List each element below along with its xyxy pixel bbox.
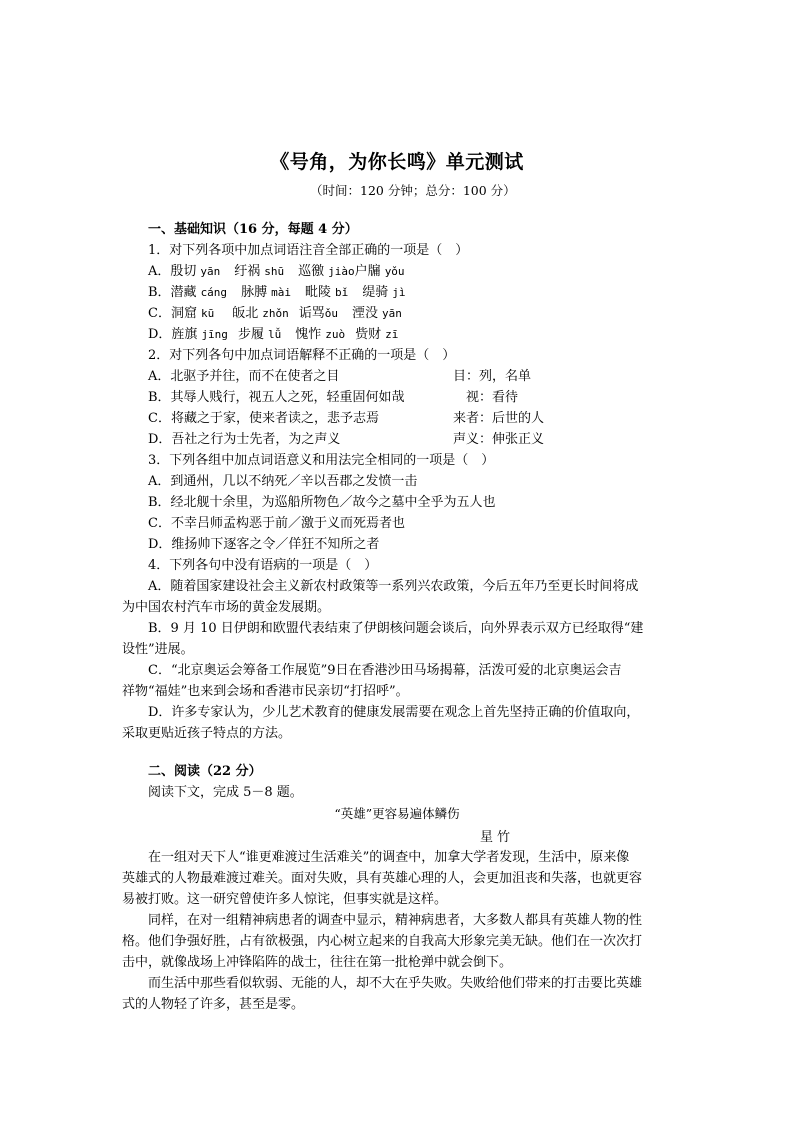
q2-option-a-note: 目：列，名单 bbox=[453, 369, 532, 384]
paragraph-3-line2: 式的人物轻了许多，甚至是零。 bbox=[122, 997, 305, 1012]
q2-stem: 2．对下列各句中加点词语解释不正确的一项是（ ） bbox=[148, 348, 456, 363]
q4-stem: 4．下列各句中没有语病的一项是（ ） bbox=[148, 558, 378, 573]
q2-option-c-note: 来者：后世的人 bbox=[453, 411, 545, 426]
q1-option-c: C．洞窟 kū 皈北 zhǒn 诟骂ǒu 湮没 yān bbox=[148, 306, 402, 321]
q2-option-d: D．吾社之行为士先者，为之声义 bbox=[148, 432, 341, 447]
paragraph-1-line2: 英雄式的人物最难渡过难关。面对失败，具有英雄心理的人，会更加沮丧和失落，也就更容 bbox=[122, 871, 643, 886]
q4-option-c-line1: C．“北京奥运会筹备工作展览”9日在香港沙田马场揭幕，活泼可爱的北京奥运会吉 bbox=[148, 663, 622, 678]
q1-option-a: A．殷切 yān 纡祸 shū 巡徼 jiào户牖 yǒu bbox=[148, 264, 405, 279]
section1-heading: 一、基础知识（16 分，每题 4 分） bbox=[148, 222, 358, 237]
q3-option-d: D．维扬帅下逐客之令／佯狂不知所之者 bbox=[148, 537, 380, 552]
q4-option-d-line2: 采取更贴近孩子特点的方法。 bbox=[122, 726, 292, 741]
q3-option-a: A．到通州，几以不纳死／辛以吾郡之发愤一击 bbox=[148, 474, 418, 489]
paragraph-1-line1: 在一组对天下人“谁更难渡过生活难关”的调查中，加拿大学者发现，生活中，原来像 bbox=[148, 850, 630, 865]
q3-option-b: B．经北舰十余里，为巡船所物色／故今之墓中全乎为五人也 bbox=[148, 495, 496, 510]
article-author: 星竹 bbox=[480, 830, 515, 845]
q1-option-d: D．旌旗 jīng 步履 lǚ 愧怍 zuò 赀财 zī bbox=[148, 327, 399, 342]
article-title: “英雄”更容易遍体鳞伤 bbox=[334, 806, 460, 821]
q4-option-a-line1: A．随着国家建设社会主义新农村政策等一系列兴农政策，今后五年乃至更长时间将成 bbox=[148, 579, 639, 594]
q4-option-c-line2: 祥物“福娃”也来到会场和香港市民亲切“打招呼”。 bbox=[122, 684, 409, 699]
q2-option-a: A．北驱予并往，而不在使者之目 bbox=[148, 369, 340, 384]
page-title: 《号角，为你长鸣》单元测试 bbox=[270, 151, 524, 173]
paragraph-2-line1: 同样，在对一组精神病患者的调查中显示，精神病患者，大多数人都具有英雄人物的性 bbox=[148, 913, 643, 928]
q1-stem: 1．对下列各项中加点词语注音全部正确的一项是（ ） bbox=[148, 243, 469, 258]
reading-intro: 阅读下文，完成 5－8 题。 bbox=[148, 785, 303, 800]
q3-option-c: C．不幸吕师孟构恶于前／激于义而死焉者也 bbox=[148, 516, 405, 531]
exam-time-score: （时间：120 分钟；总分：100 分） bbox=[310, 183, 516, 198]
q4-option-d-line1: D．许多专家认为，少儿艺术教育的健康发展需要在观念上首先坚持正确的价值取向， bbox=[148, 705, 640, 720]
paragraph-3-line1: 而生活中那些看似软弱、无能的人，却不大在乎失败。失败给他们带来的打击要比英雄 bbox=[148, 976, 643, 991]
q1-option-b: B．潜藏 cáng 脉膊 mài 毗陵 bǐ 缇骑 jì bbox=[148, 285, 406, 300]
section2-heading: 二、阅读（22 分） bbox=[148, 764, 262, 779]
paragraph-1-line3: 易被打败。这一研究曾使许多人惊诧，但事实就是这样。 bbox=[122, 892, 448, 907]
q4-option-b-line2: 设性”进展。 bbox=[122, 642, 194, 657]
paragraph-2-line3: 击中，就像战场上冲锋陷阵的战士，往往在第一批枪弹中就会倒下。 bbox=[122, 955, 513, 970]
q2-option-c: C．将藏之于家，使来者读之，悲予志焉 bbox=[148, 411, 379, 426]
paragraph-2-line2: 格。他们争强好胜，占有欲极强，内心树立起来的自我高大形象完美无缺。他们在一次次打 bbox=[122, 934, 643, 949]
q2-option-b-note: 视：看待 bbox=[466, 390, 519, 405]
q4-option-a-line2: 为中国农村汽车市场的黄金发展期。 bbox=[122, 600, 331, 615]
q2-option-d-note: 声义：伸张正义 bbox=[453, 432, 545, 447]
q4-option-b-line1: B．9 月 10 日伊朗和欧盟代表结束了伊朗核问题会谈后，向外界表示双方已经取得“建 bbox=[148, 621, 644, 636]
q2-option-b: B．其辱人贱行，视五人之死，轻重固何如哉 bbox=[148, 390, 405, 405]
q3-stem: 3．下列各组中加点词语意义和用法完全相同的一项是（ ） bbox=[148, 453, 495, 468]
